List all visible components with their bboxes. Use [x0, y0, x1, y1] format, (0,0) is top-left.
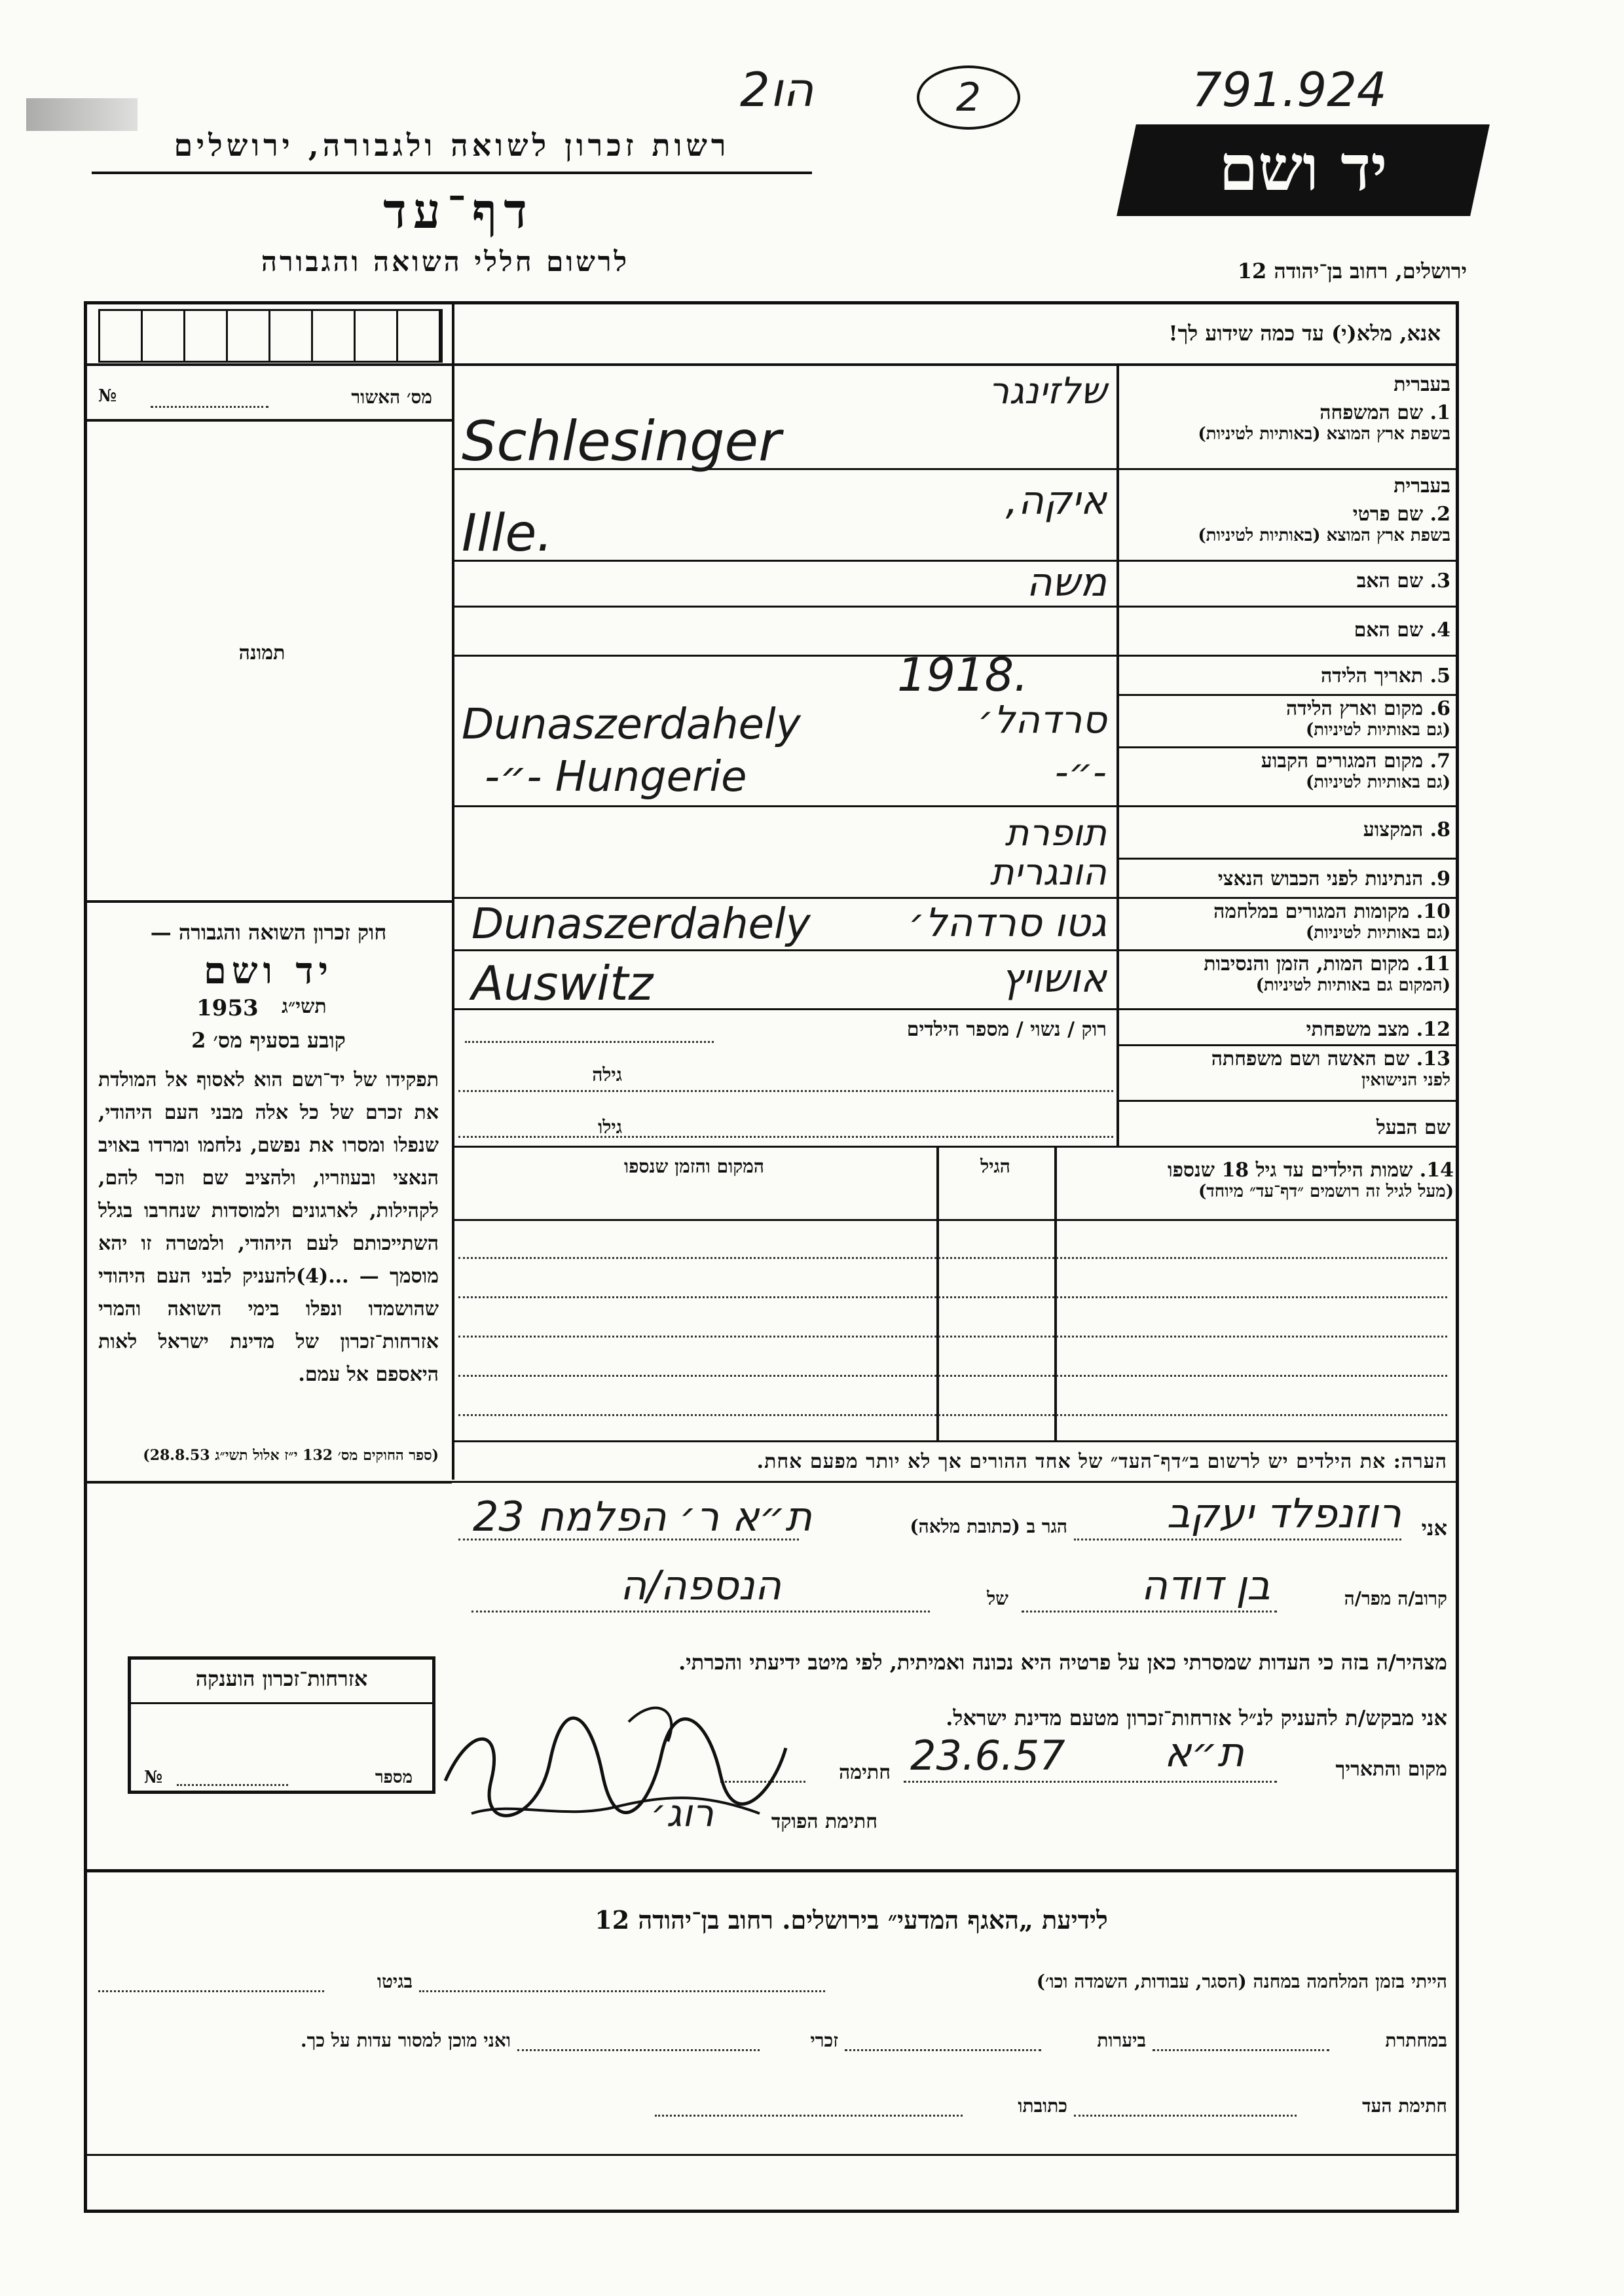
field-13-num: 13.	[1416, 1048, 1450, 1070]
law-year-hebrew: תשי״ג	[282, 995, 327, 1018]
field-6-num: 6.	[1430, 697, 1450, 720]
cert-label: מס׳ האשור	[351, 386, 432, 408]
signature-label: חתימה	[839, 1761, 891, 1784]
children-place-header: המקום והזמן שנספו	[624, 1156, 764, 1177]
children-col-divider-2	[936, 1146, 939, 1440]
bottom-forests-field[interactable]	[845, 2049, 1041, 2051]
children-header	[1061, 1159, 1454, 1201]
field-2-num: 2.	[1430, 503, 1450, 526]
declaration-request: אני מבקש/ת להעניק לנ״ל אזרחות־זכרון מטעם מדינת ישראל.	[946, 1705, 1447, 1730]
field-1-value-latin[interactable]: Schlesinger	[462, 409, 781, 473]
law-reference: (ספר החוקים מס׳ 132 י״ז אלול תשי״ג 28.8.53)	[143, 1447, 439, 1464]
field-10-value-hebrew[interactable]: גטו סרדהל׳	[908, 900, 1107, 946]
of-label: של	[987, 1588, 1008, 1609]
children-bottom-line	[452, 1440, 1459, 1442]
children-row-3[interactable]	[458, 1336, 1447, 1338]
law-section: קובע בסעיף מס׳ 2	[191, 1028, 346, 1053]
top-row-line	[84, 363, 1459, 366]
field-12-num: 12.	[1416, 1018, 1450, 1041]
field-2-sub: בשפת ארץ המוצא (באותיות לטיניות)	[1198, 526, 1450, 545]
field-11-sub: (המקום גם באותיות לטיניות)	[1255, 975, 1450, 995]
field-3-label	[1123, 570, 1450, 592]
bottom-underground-field[interactable]	[1153, 2049, 1329, 2051]
field-6-sub: (גם באותיות לטיניות)	[1305, 720, 1450, 740]
field-2-value-hebrew[interactable]: איקה,	[1005, 478, 1107, 524]
field-2-name: שם פרטי	[1352, 503, 1424, 526]
field-11-name: מקום המות, הזמן והנסיבות	[1204, 953, 1410, 975]
citizenship-box-number-line[interactable]	[177, 1784, 288, 1786]
field-1-value-hebrew[interactable]: שלזינגר	[988, 370, 1107, 412]
label-column-divider	[1116, 363, 1119, 1146]
bottom-camp-field[interactable]	[419, 1990, 825, 1992]
cert-grid	[98, 309, 443, 363]
field-1-name: שם המשפחה	[1320, 401, 1424, 424]
field-10-num: 10.	[1416, 900, 1450, 923]
field-3-num: 3.	[1430, 570, 1450, 592]
bottom-line2-b: ביערות	[1097, 2030, 1146, 2051]
field-9-num: 9.	[1430, 867, 1450, 890]
declarant-address-line	[458, 1539, 799, 1540]
relative-line	[1022, 1611, 1277, 1613]
field-1-sub: בשפת ארץ המוצא (באותיות לטיניות)	[1198, 424, 1450, 444]
row-line-6	[1116, 746, 1459, 748]
scan-smudge	[26, 98, 138, 131]
husband-label: שם הבעל	[1376, 1116, 1450, 1139]
field-14-num: 14.	[1419, 1159, 1454, 1182]
of-value[interactable]: הנספה/ה	[619, 1561, 782, 1609]
of-line	[471, 1611, 930, 1613]
citizenship-box-title: אזרחות־זכרון הוענקה	[195, 1666, 368, 1691]
field-8-value[interactable]: תופרת	[1005, 812, 1107, 854]
authority-name: רשות זכרון לשואה ולגבורה, ירושלים	[174, 128, 730, 163]
header-address: ירושלים, רחוב בן־יהודה 12	[1237, 259, 1467, 283]
field-8-name: המקצוע	[1363, 818, 1424, 841]
bottom-inner-line	[84, 2154, 1459, 2156]
hebrew-word-2: בעברית	[1393, 475, 1450, 498]
handwritten-number: 791.924	[1192, 62, 1387, 117]
relative-value[interactable]: בן דודה	[1141, 1561, 1270, 1609]
photo-label: תמונה	[238, 642, 286, 665]
officer-label: חתימת הפוקד	[771, 1810, 877, 1833]
row-line-5	[1116, 694, 1459, 696]
form-subtitle: לרשום חללי השואה והגבורה	[261, 246, 630, 278]
value-column-left	[452, 363, 454, 1044]
field-10-sub: (גם באותיות לטיניות)	[1305, 923, 1450, 943]
declaration-i-label: אני	[1421, 1516, 1447, 1540]
field-8-label	[1123, 818, 1450, 841]
husband-name-value[interactable]: גילו	[598, 1116, 622, 1138]
declarant-name[interactable]: רוזנפלד יעקב	[1166, 1489, 1401, 1537]
field-5-name: תאריך הלידה	[1321, 665, 1424, 687]
field-1-label	[1123, 373, 1450, 444]
place-date-line	[904, 1781, 1277, 1783]
law-heading: חוק זכרון השואה והגבורה —	[150, 920, 387, 945]
field-12-name: מצב משפחתי	[1306, 1018, 1410, 1041]
row-line-10	[452, 949, 1459, 951]
marital-status-line	[465, 1041, 714, 1043]
form-prompt: אנא, מלא(י) עד כמה שידוע לך!	[1168, 321, 1441, 346]
field-8-num: 8.	[1430, 818, 1450, 841]
hebrew-word-1: בעברית	[1393, 373, 1450, 396]
bottom-line2-a: במחתרת	[1385, 2030, 1447, 2051]
children-col-divider-1	[1054, 1146, 1057, 1440]
handwritten-file-ref: 2הו	[740, 62, 814, 117]
bottom-heading: לידיעת „האגף המדעי״ בירושלים. רחוב בן־יהודה 12	[595, 1905, 1108, 1935]
children-row-4[interactable]	[458, 1375, 1447, 1377]
declarant-address[interactable]: ת״א ר׳ הפלמח 23	[472, 1493, 812, 1540]
row-line-14	[452, 1146, 1459, 1148]
law-year: 1953	[196, 995, 259, 1021]
field-5-num: 5.	[1430, 665, 1450, 687]
field-7-name: מקום המגורים הקבוע	[1261, 750, 1424, 773]
note-bottom-line	[452, 1481, 1459, 1483]
field-11-label	[1123, 953, 1450, 995]
husband-name-line	[458, 1136, 1113, 1138]
photo-bottom-line	[84, 900, 452, 903]
authority-underline	[92, 172, 812, 174]
citizenship-box-number-label: מספר	[375, 1768, 413, 1787]
law-text: תפקידו של יד־ושם הוא לאסוף אל המולדת את זכרם של כל אלה מבני העם היהודי, שנפלו ומסרו את נפשם, נלחמו ומרדו באויב הנאצי ובעוזריו, ולהציב שם וזכר להם, לקהילות, לארגונים ולמוסדות שנחרבו בגלל השתייכותם לעם היהודי, ולמטרה זו יהא מוסמך — ...(4)להעניק לבני העם היהודי שהושמדו ונפלו בימי השואה והמרי אזרחות־זכרון של מדינת ישראל לאות היאספם אל עמם.	[98, 1068, 439, 1386]
field-9-value[interactable]: הונגרית	[989, 851, 1107, 894]
field-10-label	[1123, 900, 1450, 943]
cert-number-field[interactable]	[151, 406, 268, 408]
field-7-value-latin[interactable]: -״- Hungerie	[485, 753, 747, 801]
field-11-num: 11.	[1416, 953, 1450, 975]
circled-number	[917, 65, 1020, 130]
relative-label: קרוב/ה מפר/ה	[1344, 1588, 1447, 1609]
field-13-label	[1123, 1048, 1450, 1090]
bottom-remember-field[interactable]	[517, 2049, 760, 2051]
field-4-label	[1123, 619, 1450, 642]
field-7-sub: (גם באותיות לטיניות)	[1305, 773, 1450, 792]
row-line-8	[1116, 858, 1459, 860]
declarant-name-line	[1074, 1539, 1401, 1540]
citizenship-box-no-symbol: №	[144, 1768, 163, 1787]
row-line-3	[452, 606, 1459, 608]
logo-text: יד ושם	[1219, 131, 1388, 205]
place-date-label: מקום והתאריך	[1335, 1758, 1447, 1781]
children-row-5[interactable]	[458, 1414, 1447, 1416]
field-4-num: 4.	[1430, 619, 1450, 642]
form-title: דף־עד	[383, 183, 534, 240]
bottom-line3-a: חתימת העד	[1362, 2095, 1447, 2117]
living-label: הגר ב (כתובת מלאה)	[910, 1516, 1067, 1537]
marital-status-options[interactable]: רוק / נשוי / מספר הילדים	[906, 1018, 1107, 1041]
field-14-name: שמות הילדים עד גיל 18 שנספו	[1167, 1159, 1413, 1182]
field-4-name: שם האם	[1354, 619, 1424, 642]
row-line-12	[1116, 1044, 1459, 1046]
section-divider	[84, 1869, 1459, 1872]
field-1-num: 1.	[1430, 401, 1450, 424]
wife-name-value[interactable]: גילה	[592, 1064, 622, 1085]
field-5-value[interactable]: 1918.	[897, 648, 1029, 702]
field-9-label	[1123, 867, 1450, 890]
field-9-name: הנתינות לפני הכבוש הנאצי	[1217, 867, 1424, 890]
children-note: הערה: את הילדים יש לרשום ב״דף־העד״ של אחד ההורים אך לא יותר מפעם אחת.	[756, 1450, 1447, 1473]
bottom-ghetto-field[interactable]	[98, 1990, 324, 1992]
place-value[interactable]: ת״א	[1164, 1728, 1244, 1776]
children-header-line	[452, 1219, 1459, 1221]
wife-name-line	[458, 1090, 1113, 1092]
left-top-line	[84, 419, 452, 422]
row-line-7	[452, 805, 1459, 807]
bottom-line1-a: הייתי בזמן המלחמה במחנה (הסגר, עבודות, השמדה וכו׳)	[1036, 1971, 1447, 1992]
citizenship-box-divider	[128, 1702, 435, 1704]
field-11-value-hebrew[interactable]: אושויץ	[1001, 956, 1107, 1002]
field-6-label	[1123, 697, 1450, 740]
field-7-num: 7.	[1430, 750, 1450, 773]
field-13-sub: לפני הנישואין	[1361, 1070, 1450, 1090]
field-6-value-latin[interactable]: Dunaszerdahely	[462, 701, 801, 749]
field-12-label	[1123, 1018, 1450, 1041]
declaration-statement: מצהיר/ה בזה כי העדות שמסרתי כאן על פרטיה היא נכונה ואמיתית, לפי מיטב ידיעתי והכרתי.	[678, 1650, 1447, 1675]
children-age-header: הגיל	[980, 1156, 1010, 1177]
field-13-name: שם האשה ושם משפחתה	[1211, 1048, 1410, 1070]
officer-signature[interactable]: רוג׳	[650, 1791, 714, 1835]
cert-no-symbol: №	[98, 386, 117, 406]
children-row-2[interactable]	[458, 1296, 1447, 1298]
children-sub: (מעל לגיל זה רושמים ״דף־עד״ מיוחד)	[1198, 1182, 1454, 1201]
law-name: יד ושם	[203, 949, 334, 993]
bottom-line3-b: כתובתו	[1018, 2095, 1067, 2117]
field-10-name: מקומות המגורים במלחמה	[1213, 900, 1410, 923]
field-5-label	[1123, 665, 1450, 687]
row-line-9	[452, 897, 1459, 899]
field-3-value[interactable]: משה	[1026, 560, 1107, 606]
field-7-value-hebrew[interactable]: -״-	[1054, 750, 1107, 794]
bottom-witness-signature-field[interactable]	[1074, 2115, 1297, 2117]
field-6-value-hebrew[interactable]: סרדהל׳	[978, 697, 1107, 742]
field-2-value-latin[interactable]: Ille.	[462, 504, 553, 563]
bottom-address-field[interactable]	[655, 2115, 963, 2117]
field-7-label	[1123, 750, 1450, 792]
field-10-value-latin[interactable]: Dunaszerdahely	[471, 900, 811, 949]
circled-number-text: 2	[955, 75, 982, 120]
bottom-line2-c: זכרי	[810, 2030, 838, 2051]
bottom-line2-d: ואני מוכן למסור עדות על כך.	[300, 2030, 511, 2051]
field-2-label	[1123, 475, 1450, 545]
left-bottom-line	[84, 1481, 452, 1484]
children-row-1[interactable]	[458, 1257, 1447, 1259]
field-11-value-latin[interactable]: Auswitz	[471, 956, 654, 1011]
field-3-name: שם האב	[1356, 570, 1424, 592]
date-value[interactable]: 23.6.57	[910, 1732, 1065, 1779]
field-6-name: מקום וארץ הלידה	[1285, 697, 1424, 720]
row-line-13	[1116, 1100, 1459, 1102]
bottom-line1-b: בגיטו	[377, 1971, 413, 1992]
